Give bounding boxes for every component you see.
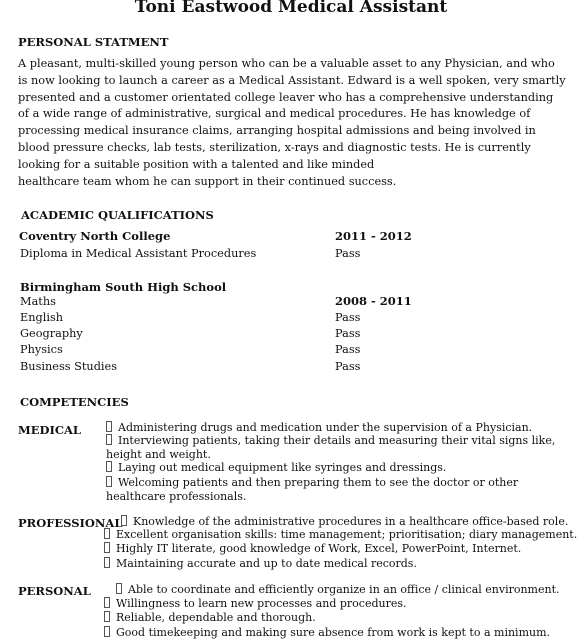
bullet-icon xyxy=(104,611,110,622)
statement-body xyxy=(18,56,566,190)
competencies-heading: COMPETENCIES xyxy=(20,395,129,409)
competency-item xyxy=(104,542,521,556)
competency-item xyxy=(116,583,560,597)
bullet-icon xyxy=(106,476,112,487)
competency-item xyxy=(104,557,417,571)
competency-item-text: Welcoming patients and then preparing them to see the doctor or other healthcare professionals. xyxy=(106,476,519,503)
bullet-icon xyxy=(116,583,122,594)
school-name: Birmingham South High School xyxy=(20,280,227,294)
competency-item xyxy=(106,421,532,435)
competency-item-text: Good timekeeping and making sure absence from work is kept to a minimum. xyxy=(116,626,551,639)
competency-item-text: Excellent organisation skills: time management; prioritisation; diary management. xyxy=(116,528,578,541)
competency-item-text: Maintaining accurate and up to date medical records. xyxy=(116,557,417,570)
subject-result: Pass xyxy=(335,343,361,356)
subject-name: Business Studies xyxy=(20,360,118,373)
competency-item-text: Able to coordinate and efficiently organize in an office / clinical environment. xyxy=(128,583,560,596)
competency-item-text: Administering drugs and medication under the supervision of a Physician. xyxy=(118,421,533,434)
competency-item-text: Interviewing patients, taking their details and measuring their vital signs like, height and weight. xyxy=(106,434,556,461)
competency-item xyxy=(106,434,576,462)
subject-result: Pass xyxy=(335,360,361,373)
bullet-icon xyxy=(106,461,112,472)
statement-paragraph-end: healthcare team whom he can support in their continued success. xyxy=(18,174,397,188)
competency-item-text: Highly IT literate, good knowledge of Work, Excel, PowerPoint, Internet. xyxy=(116,542,522,555)
competency-item-text: Reliable, dependable and thorough. xyxy=(116,611,316,624)
bullet-icon xyxy=(104,528,110,539)
subject-name: Geography xyxy=(20,327,83,340)
bullet-icon xyxy=(106,421,112,432)
subject-name: Maths xyxy=(20,295,56,308)
competency-item-text: Knowledge of the administrative procedures in a healthcare office-based role. xyxy=(133,515,569,528)
subject-result: Pass xyxy=(335,311,361,324)
school-years: 2008 - 2011 xyxy=(335,294,412,308)
college-name: Coventry North College xyxy=(19,229,171,243)
competency-item-text: Laying out medical equipment like syringes and dressings. xyxy=(118,461,447,474)
competency-item-text: Willingness to learn new processes and procedures. xyxy=(116,597,407,610)
bullet-icon xyxy=(104,597,110,608)
competency-label-personal: PERSONAL xyxy=(18,584,91,598)
competency-item xyxy=(104,597,407,611)
bullet-icon xyxy=(121,515,127,526)
competency-label-professional: PROFESSIONAL xyxy=(18,516,123,530)
competency-item xyxy=(121,515,568,529)
resume-title: Toni Eastwood Medical Assistant xyxy=(134,0,448,17)
statement-heading: PERSONAL STATMENT xyxy=(18,35,169,49)
bullet-icon xyxy=(104,626,110,637)
competency-item xyxy=(104,528,577,542)
subject-result: Pass xyxy=(335,327,361,340)
college-course: Diploma in Medical Assistant Procedures xyxy=(20,247,257,260)
competency-item xyxy=(106,476,576,504)
college-result: Pass xyxy=(335,247,361,260)
bullet-icon xyxy=(104,557,110,568)
college-years: 2011 - 2012 xyxy=(335,229,412,243)
subject-name: English xyxy=(20,311,64,324)
subject-name: Physics xyxy=(20,343,63,356)
competency-item xyxy=(104,626,550,640)
competency-item xyxy=(106,461,446,475)
competency-label-medical: MEDICAL xyxy=(18,423,82,437)
statement-paragraph: A pleasant, multi-skilled young person who can be a valuable asset to any Physician, and who is now looking to launch a career as a Medical Assistant. Edward is a well spoken, very smartly presented and a customer orientated college leaver who has a comprehensive understanding of a wide range of administrative, surgical and medical procedures. He has knowledge of processing medical insurance claims, arranging hospital admissions and being involved in blood pressure checks, lab tests, sterilization, x-rays and diagnostic tests. He is currently looking for a suitable position with a talented and like minded xyxy=(18,57,566,171)
bullet-icon xyxy=(106,434,112,445)
academic-heading: ACADEMIC QUALIFICATIONS xyxy=(21,208,214,222)
competency-item xyxy=(104,611,316,625)
bullet-icon xyxy=(104,542,110,553)
